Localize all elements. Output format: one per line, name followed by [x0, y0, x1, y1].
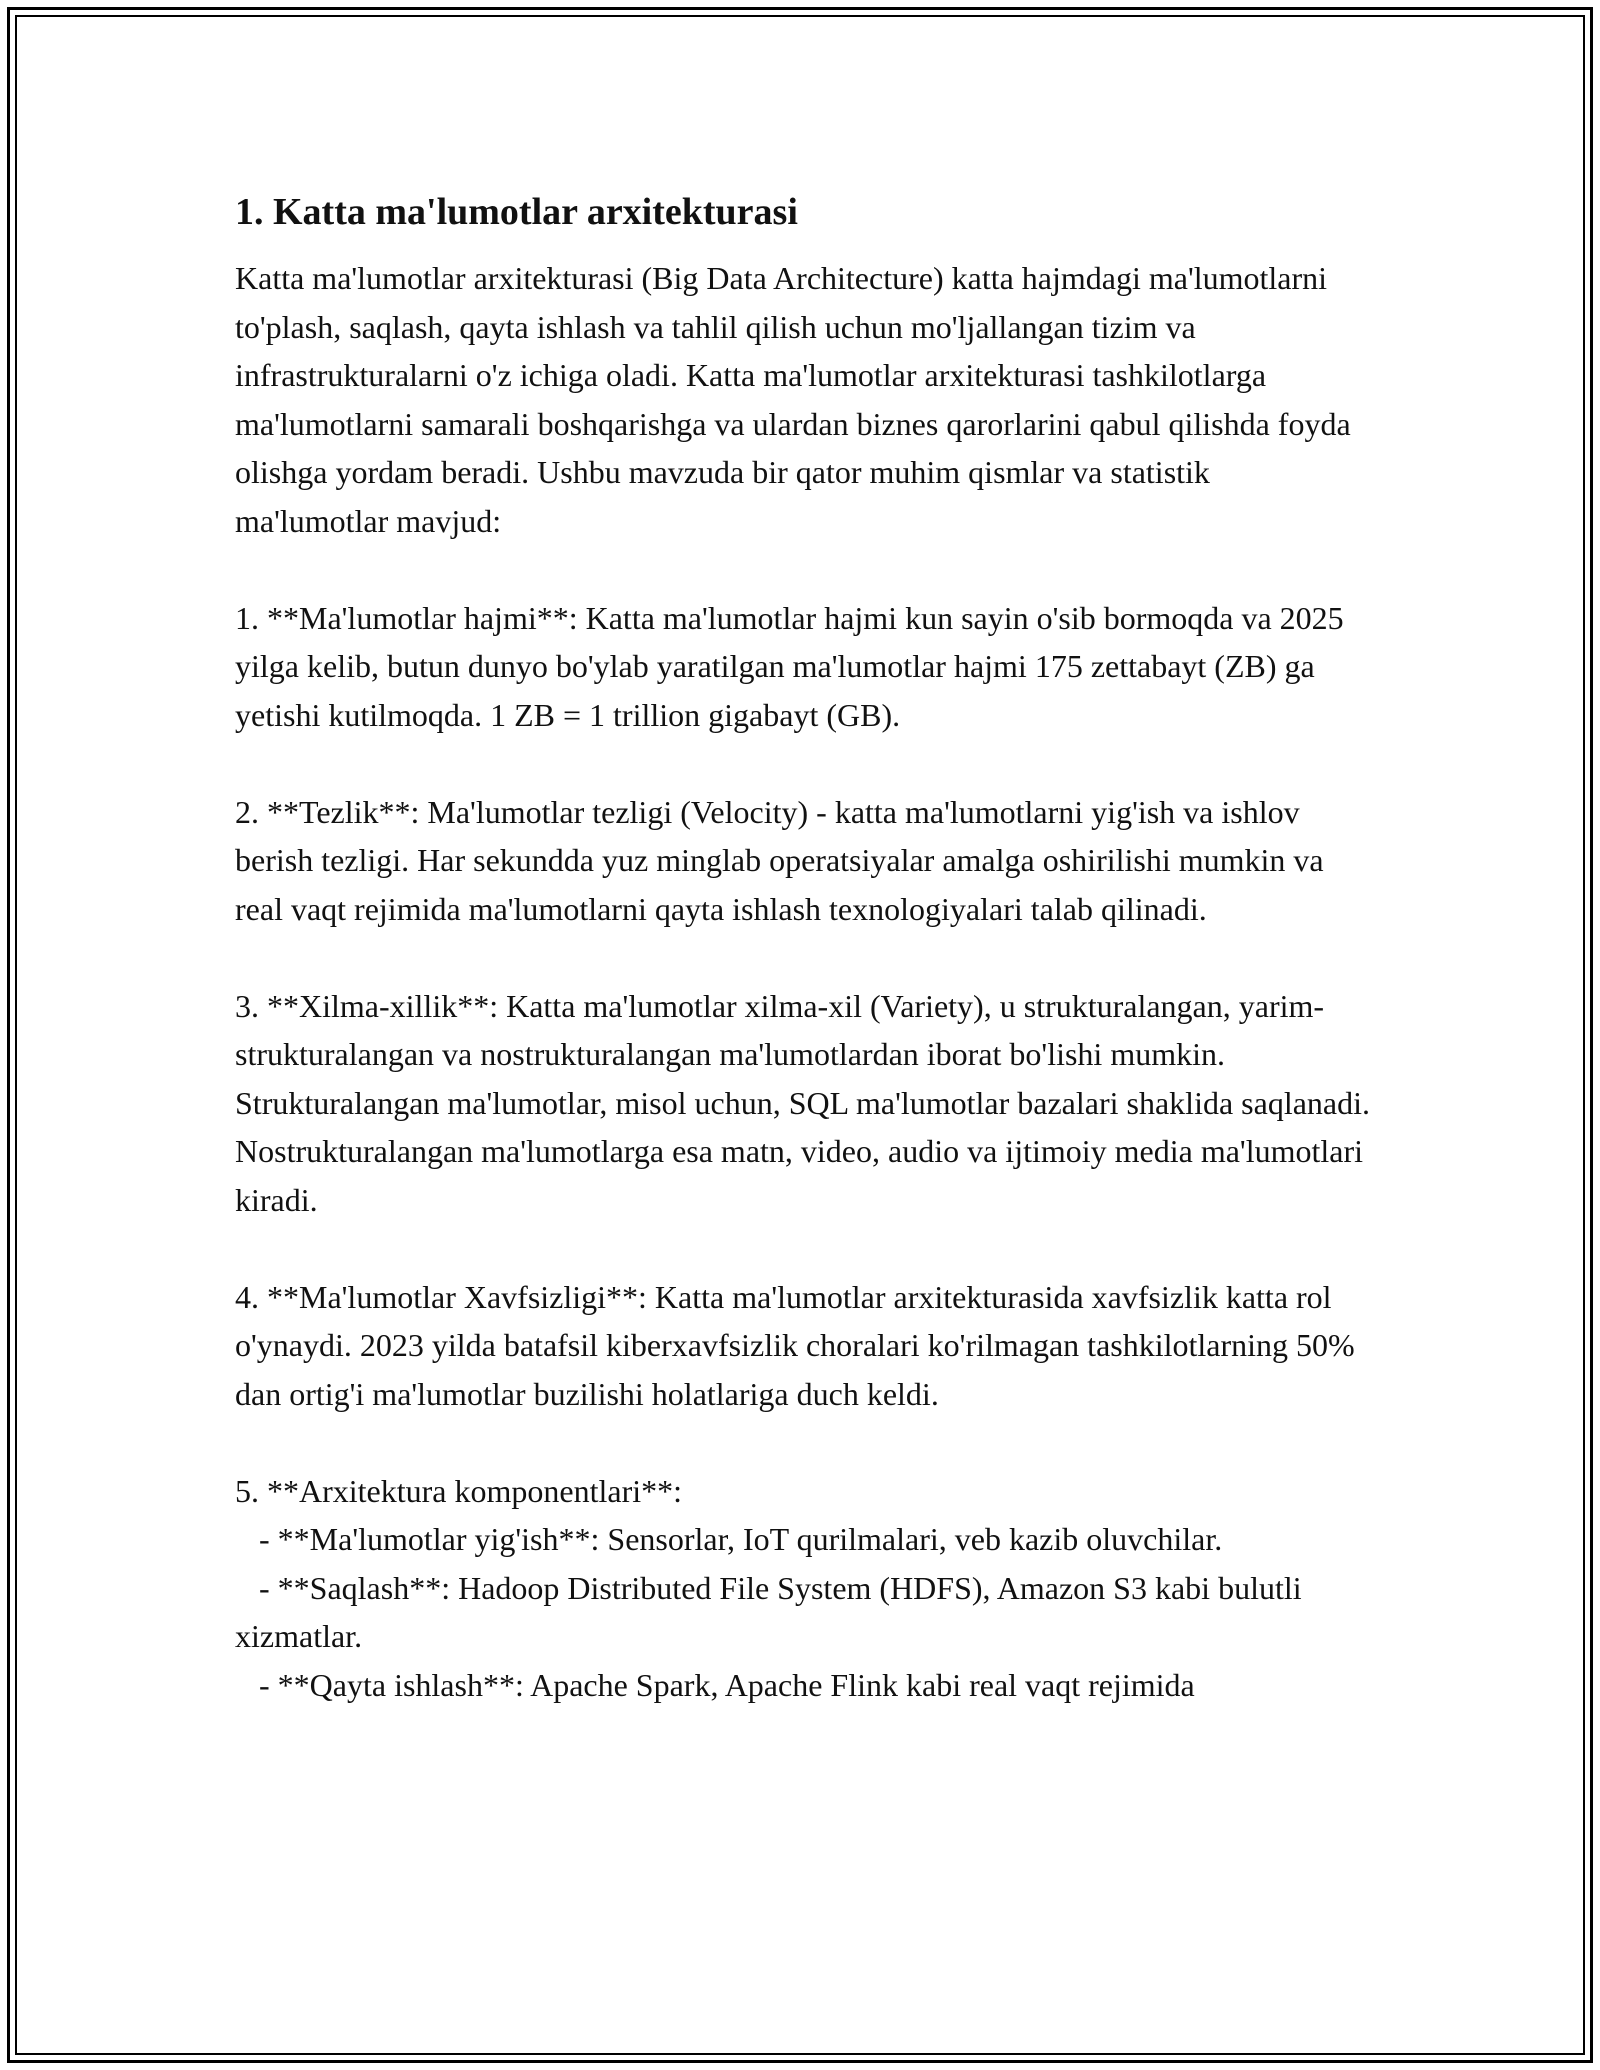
component-item-data-collection: - **Ma'lumotlar yig'ish**: Sensorlar, IoT qurilmalari, veb kazib oluvchilar. — [235, 1521, 1223, 1557]
point-1-data-volume: 1. **Ma'lumotlar hajmi**: Katta ma'lumotlar hajmi kun sayin o'sib bormoqda va 2025 yilga kelib, butun dunyo bo'ylab yaratilgan ma'lumotlar hajmi 175 zettabayt (ZB) ga yetishi kutilmoqda. 1 ZB = 1 trillion gigabayt (GB). — [235, 599, 1352, 733]
point-3-variety: 3. **Xilma-xillik**: Katta ma'lumotlar xilma-xil (Variety), u strukturalangan, yarim-strukturalangan va nostrukturalangan ma'lumotlardan iborat bo'lishi mumkin. Strukturalangan ma'lumotlar, misol uchun, SQL ma'lumotlar bazalari shaklida saqlanadi. Nostrukturalangan ma'lumotlarga esa matn, video, audio va ijtimoiy media ma'lumotlari kiradi. — [235, 987, 1378, 1218]
paragraph-gap — [235, 1418, 1370, 1467]
document-body — [235, 188, 1378, 1709]
intro-paragraph: Katta ma'lumotlar arxitekturasi (Big Data Architecture) katta hajmdagi ma'lumotlarni to'plash, saqlash, qayta ishlash va tahlil qilish uchun mo'ljallangan tizim va infrastrukturalarni o'z ichiga oladi. Katta ma'lumotlar arxitekturasi tashkilotlarga ma'lumotlarni samarali boshqarishga va ulardan biznes qarorlarini qabul qilishda foyda olishga yordam beradi. Ushbu mavzuda bir qator muhim qismlar va statistik ma'lumotlar mavjud: — [235, 260, 1359, 539]
point-4-security: 4. **Ma'lumotlar Xavfsizligi**: Katta ma'lumotlar arxitekturasida xavfsizlik katta rol o'ynaydi. 2023 yilda batafsil kiberxavfsizlik choralari ko'rilmagan tashkilotlarning 50% dan ortig'i ma'lumotlar buzilishi holatlariga duch keldi. — [235, 1278, 1363, 1412]
component-item-storage: - **Saqlash**: Hadoop Distributed File System (HDFS), Amazon S3 kabi bulutli xizmatlar. — [235, 1569, 1310, 1654]
paragraph-gap — [235, 545, 1370, 594]
component-item-processing: - **Qayta ishlash**: Apache Spark, Apache Flink kabi real vaqt rejimida — [235, 1666, 1195, 1703]
section-heading: 1. Katta ma'lumotlar arxitekturasi — [235, 191, 798, 233]
paragraph-gap — [235, 933, 1370, 982]
point-2-velocity: 2. **Tezlik**: Ma'lumotlar tezligi (Velocity) - katta ma'lumotlarni yig'ish va ishlov berish tezligi. Har sekundda yuz minglab operatsiyalar amalga oshirilishi mumkin va real vaqt rejimida ma'lumotlarni qayta ishlash texnologiyalari talab qilinadi. — [235, 793, 1332, 927]
paragraph-gap — [235, 739, 1370, 788]
paragraph-gap — [235, 1224, 1370, 1273]
point-5-components-intro: 5. **Arxitektura komponentlari**: — [235, 1472, 683, 1509]
